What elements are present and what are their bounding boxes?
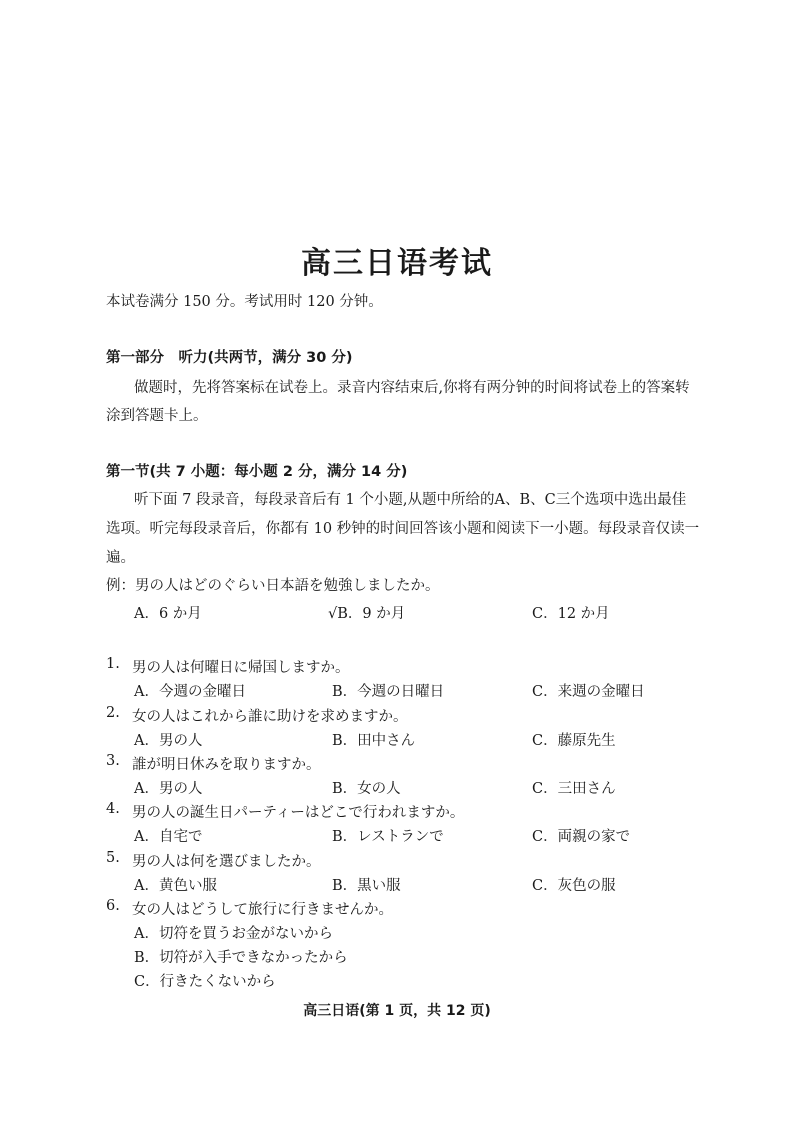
section1-instruction-line2: 选项。听完每段录音后，你都有 10 秒钟的时间回答该小题和阅读下一小题。每段录音仅读一 (106, 521, 700, 537)
question-number: 6. (106, 898, 120, 914)
question-option-b: B．田中さん (332, 733, 416, 749)
question-option-c: C．三田さん (532, 781, 616, 797)
part1-heading: 第一部分 听力(共两节，满分 30 分) (106, 350, 353, 366)
question-option-a: A．男の人 (134, 733, 203, 749)
example-option-b: √B．9 か月 (328, 606, 406, 622)
question-text: 男の人は何を選びましたか。 (132, 854, 321, 870)
exam-intro: 本试卷满分 150 分。考试用时 120 分钟。 (106, 294, 383, 310)
question-option-c: C．灰色の服 (532, 878, 616, 894)
part1-instruction-line2: 涂到答题卡上。 (106, 408, 208, 424)
question-option-a: A．今週の金曜日 (134, 684, 246, 700)
section1-heading: 第一节(共 7 小题：每小题 2 分，满分 14 分) (106, 464, 408, 480)
question-option-b: B．黒い服 (332, 878, 401, 894)
question-text: 誰が明日休みを取りますか。 (132, 757, 321, 773)
question-text: 女の人はこれから誰に助けを求めますか。 (132, 709, 408, 725)
part1-instruction-line1: 做题时，先将答案标在试卷上。录音内容结束后,你将有两分钟的时间将试卷上的答案转 (134, 380, 690, 396)
question-number: 4. (106, 801, 120, 817)
question-text: 女の人はどうして旅行に行きませんか。 (132, 902, 393, 918)
question-option-c: C．来週の金曜日 (532, 684, 645, 700)
question-option-b: B．レストランで (332, 829, 444, 845)
question-option-a: A．切符を買うお金がないから (134, 926, 333, 942)
page-footer: 高三日语(第 1 页，共 12 页) (303, 1003, 491, 1019)
question-option-a: A．男の人 (134, 781, 203, 797)
example-question: 例：男の人はどのぐらい日本語を勉強しましたか。 (106, 578, 440, 594)
question-option-c: C．藤原先生 (532, 733, 616, 749)
question-option-b: B．切符が入手できなかったから (134, 950, 348, 966)
question-option-c: C．行きたくないから (134, 974, 276, 990)
question-option-b: B．女の人 (332, 781, 401, 797)
section1-instruction-line3: 遍。 (106, 550, 135, 566)
question-number: 5. (106, 850, 120, 866)
question-option-a: A．黄色い服 (134, 878, 217, 894)
question-option-a: A．自宅で (134, 829, 203, 845)
question-option-c: C．両親の家で (532, 829, 631, 845)
page-title: 高三日语考试 (301, 246, 493, 281)
example-option-a: A．6 か月 (134, 606, 202, 622)
example-option-c: C．12 か月 (532, 606, 610, 622)
question-text: 男の人は何曜日に帰国しますか。 (132, 660, 350, 676)
question-number: 1. (106, 656, 120, 672)
question-text: 男の人の誕生日パーティーはどこで行われますか。 (132, 805, 465, 821)
question-number: 3. (106, 753, 120, 769)
section1-instruction-line1: 听下面 7 段录音，每段录音后有 1 个小题,从题中所给的A、B、C三个选项中选出最佳 (134, 492, 687, 508)
question-option-b: B．今週の日曜日 (332, 684, 445, 700)
question-number: 2. (106, 705, 120, 721)
